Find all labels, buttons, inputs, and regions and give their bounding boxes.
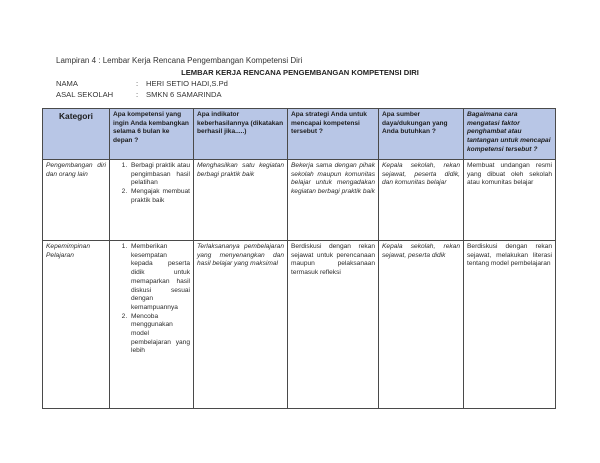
solution-cell: Membuat undangan resmi yang dibuat oleh sekolah atau komunitas belajar bbox=[464, 160, 556, 241]
column-header-indikator: Apa indikator keberhasilannya (dikatakan berhasil jika.....) bbox=[194, 109, 288, 160]
school-label: ASAL SEKOLAH bbox=[56, 90, 114, 99]
document-title: LEMBAR KERJA RENCANA PENGEMBANGAN KOMPETENSI DIRI bbox=[181, 68, 419, 77]
name-label: NAMA bbox=[56, 79, 78, 88]
solution-cell: Berdiskusi dengan rekan sejawat, melakukan literasi tentang model pembelajaran bbox=[464, 241, 556, 409]
row-category-cell: Pengembangan diri dan orang lain bbox=[43, 160, 110, 241]
competency-list bbox=[113, 162, 190, 206]
column-header-kategori: Kategori bbox=[43, 109, 110, 160]
resource-cell: Kepala sekolah, rekan sejawat, peserta didik bbox=[379, 241, 464, 409]
school-row bbox=[56, 90, 222, 99]
column-header-sumber-daya: Apa sumber daya/dukungan yang Anda butuhkan ? bbox=[379, 109, 464, 160]
table-row bbox=[43, 241, 556, 409]
indicator-cell: Menghasilkan satu kegiatan berbagi praktik baik bbox=[194, 160, 288, 241]
resource-cell: Kepala sekolah, rekan sejawat, peserta didik, dan komunitas belajar bbox=[379, 160, 464, 241]
attachment-caption: Lampiran 4 : Lembar Kerja Rencana Pengembangan Kompetensi Diri bbox=[56, 56, 303, 65]
list-item: 2. Mencoba menggunakan model pembelajaran yang lebih bbox=[129, 313, 190, 357]
table-row bbox=[43, 160, 556, 241]
competency-plan-table bbox=[42, 108, 556, 409]
list-item: 1. Berbagi praktik atau pengimbasan hasil pelatihan bbox=[129, 162, 190, 188]
competency-cell bbox=[110, 160, 194, 241]
indicator-cell: Terlaksananya pembelajaran yang menyenangkan dan hasil belajar yang maksimal bbox=[194, 241, 288, 409]
name-separator: : bbox=[136, 79, 139, 88]
list-item: 1. Memberikan kesempatan kepada peserta didik untuk memaparkan hasil diskusi sesuai dengan kemampuannya bbox=[129, 243, 190, 313]
strategy-cell: Bekerja sama dengan pihak sekolah maupun komunitas belajar untuk mengadakan kegiatan berbagi praktik baik bbox=[288, 160, 379, 241]
school-value: SMKN 6 SAMARINDA bbox=[146, 90, 222, 99]
name-value: HERI SETIO HADI,S.Pd bbox=[146, 79, 228, 88]
strategy-cell: Berdiskusi dengan rekan sejawat untuk perencanaan maupun pelaksanaan termasuk refleksi bbox=[288, 241, 379, 409]
list-item: 2. Mengajak membuat praktik baik bbox=[129, 188, 190, 205]
competency-cell bbox=[110, 241, 194, 409]
column-header-kompetensi: Apa kompetensi yang ingin Anda kembangkan selama 6 bulan ke depan ? bbox=[110, 109, 194, 160]
row-category-cell: Kepemimpinan Pelajaran bbox=[43, 241, 110, 409]
name-row bbox=[56, 79, 228, 88]
column-header-strategi: Apa strategi Anda untuk mencapai kompetensi tersebut ? bbox=[288, 109, 379, 160]
competency-list bbox=[113, 243, 190, 356]
column-header-cara-mengatasi: Bagaimana cara mengatasi faktor penghambat atau tantangan untuk mencapai kompetensi tersebut ? bbox=[464, 109, 556, 160]
school-separator: : bbox=[136, 90, 139, 99]
table-header-row bbox=[43, 109, 556, 160]
